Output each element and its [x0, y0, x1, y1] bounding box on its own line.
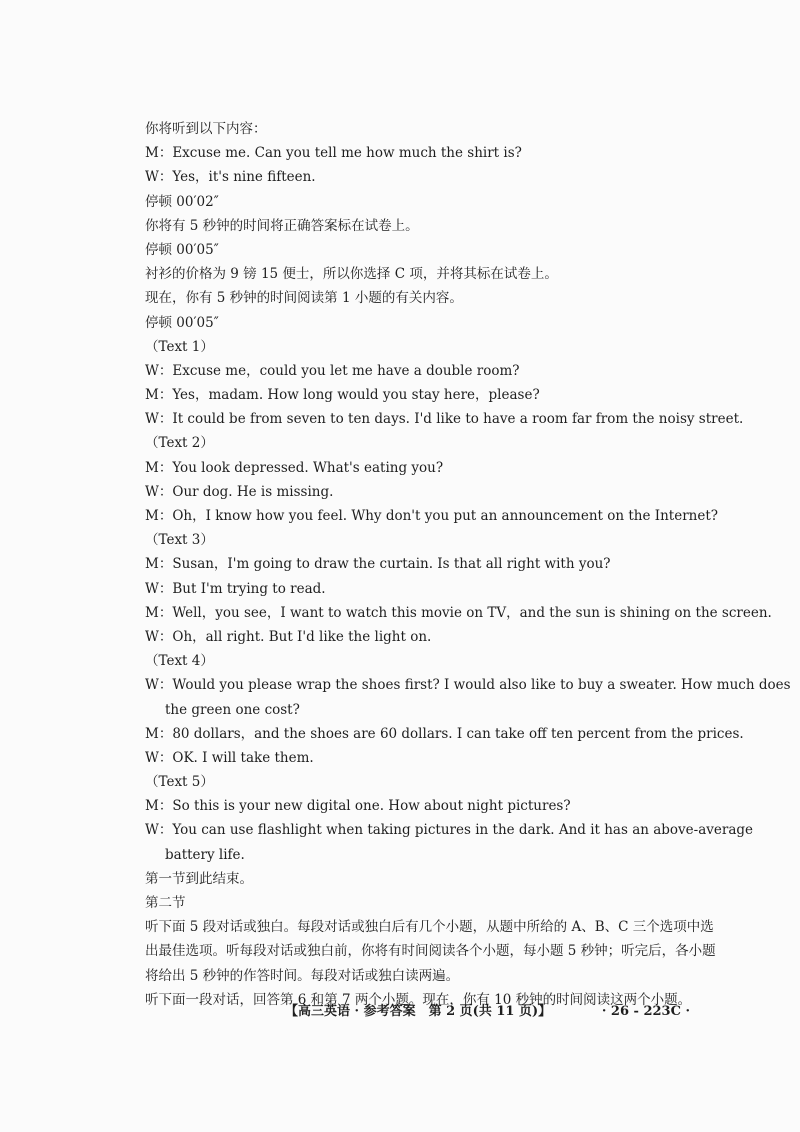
- text-line: 出最佳选项。听每段对话或独白前，你将有时间阅读各个小题，每小题 5 秒钟；听完后，各小题: [145, 943, 716, 960]
- text-line-continued: the green one cost?: [165, 701, 300, 718]
- page-footer: [145, 1002, 690, 1022]
- text-heading: （Text 2）: [145, 435, 214, 452]
- text-line: 停顿 00′05″: [145, 241, 219, 258]
- text-heading: （Text 4）: [145, 653, 214, 670]
- text-line: 你将听到以下内容：: [145, 121, 267, 137]
- text-line: M：Well，you see，I want to watch this movie on TV，and the sun is shining on the screen.: [145, 604, 772, 621]
- text-line: W：Our dog. He is missing.: [145, 483, 334, 500]
- text-line: 停顿 00′05″: [145, 314, 219, 331]
- text-line: M：Yes，madam. How long would you stay here，please?: [145, 387, 540, 404]
- text-heading: （Text 1）: [145, 338, 214, 355]
- text-line: 现在，你有 5 秒钟的时间阅读第 1 小题的有关内容。: [145, 290, 463, 307]
- text-line: M：80 dollars，and the shoes are 60 dollars. I can take off ten percent from the prices.: [145, 725, 744, 742]
- text-line: 衬衫的价格为 9 镑 15 便士，所以你选择 C 项，并将其标在试卷上。: [145, 266, 558, 283]
- text-line: W：You can use flashlight when taking pictures in the dark. And it has an above-average: [145, 822, 754, 839]
- section-heading: 第二节: [145, 895, 186, 911]
- text-line: W：It could be from seven to ten days. I'd like to have a room far from the noisy street.: [145, 411, 744, 428]
- text-line: 你将有 5 秒钟的时间将正确答案标在试卷上。: [145, 217, 419, 234]
- text-line: 听下面 5 段对话或独白。每段对话或独白后有几个小题，从题中所给的 A、B、C 三个选项中选: [145, 919, 714, 936]
- text-line: 停顿 00′02″: [145, 193, 219, 210]
- footer-code: · 26 - 223C ·: [601, 1004, 690, 1019]
- text-line: 将给出 5 秒钟的作答时间。每段对话或独白读两遍。: [145, 967, 460, 984]
- text-line: M：You look depressed. What's eating you?: [145, 459, 444, 476]
- text-line: M：So this is your new digital one. How about night pictures?: [145, 798, 571, 815]
- text-line: M：Susan，I'm going to draw the curtain. Is that all right with you?: [145, 556, 611, 573]
- text-heading: （Text 5）: [145, 774, 214, 791]
- text-line: W：Yes，it's nine fifteen.: [145, 169, 316, 186]
- text-line: W：Oh，all right. But I'd like the light on.: [145, 628, 432, 645]
- text-line: 第一节到此结束。: [145, 870, 253, 887]
- page-body: [145, 117, 791, 1012]
- text-line: M：Excuse me. Can you tell me how much the shirt is?: [145, 145, 522, 162]
- text-line: 听下面一段对话，回答第 6 和第 7 两个小题。现在，你有 10 秒钟的时间阅读这两个小题。: [145, 991, 692, 1008]
- text-line: W：OK. I will take them.: [145, 749, 314, 766]
- text-line: W：Would you please wrap the shoes first? I would also like to buy a sweater. How much does: [145, 677, 791, 694]
- text-line: M：Oh，I know how you feel. Why don't you put an announcement on the Internet?: [145, 508, 719, 524]
- text-heading: （Text 3）: [145, 532, 214, 549]
- text-line: W：Excuse me，could you let me have a double room?: [145, 362, 520, 379]
- footer-page-info: 【高三英语 · 参考答案 第 2 页(共 11 页)】: [285, 1004, 552, 1019]
- text-line-continued: battery life.: [165, 846, 245, 863]
- text-line: W：But I'm trying to read.: [145, 580, 326, 597]
